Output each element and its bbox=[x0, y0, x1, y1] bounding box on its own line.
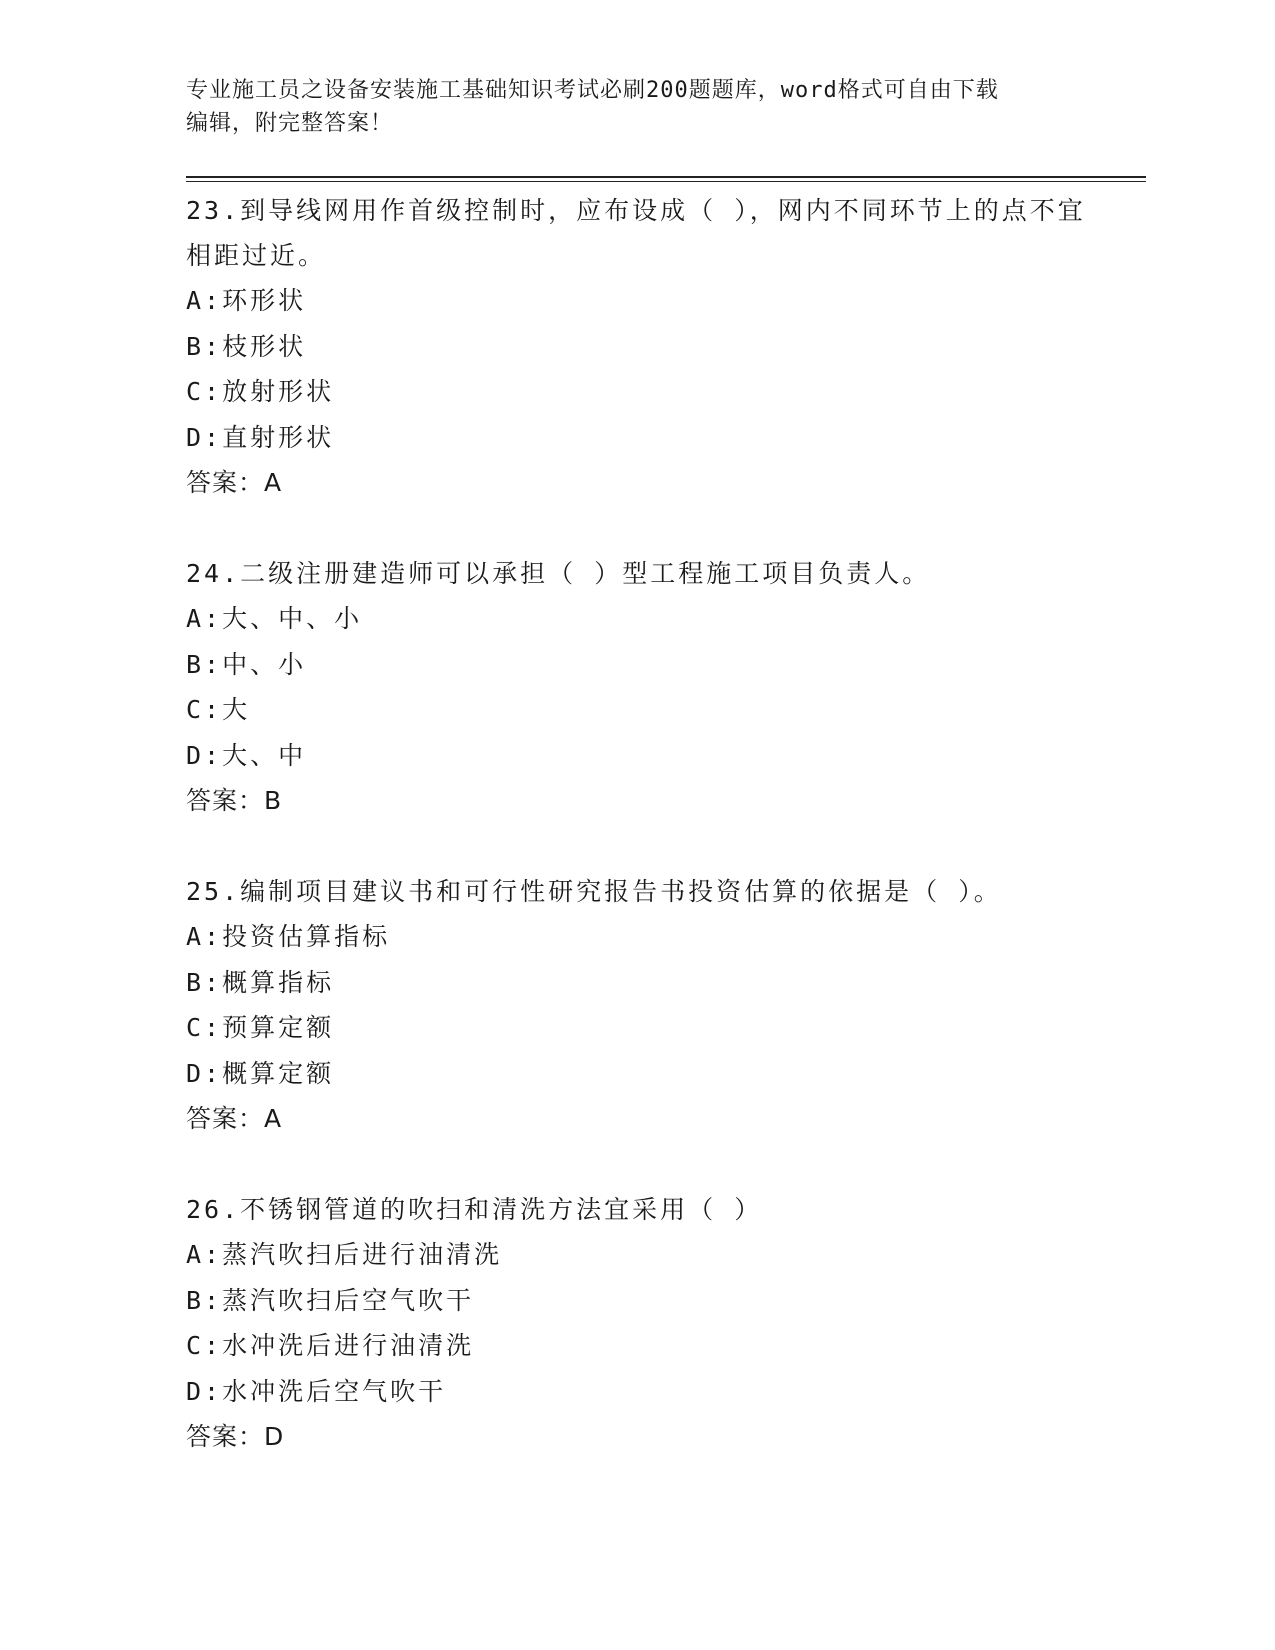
question-text: 到导线网用作首级控制时，应布设成（ ），网内不同环节上的点不宜相距过近。 bbox=[186, 196, 1086, 270]
header-title-line-1: 专业施工员之设备安装施工基础知识考试必刷200题题库，word格式可自由下载 bbox=[186, 78, 999, 103]
option-c: C:大 bbox=[186, 695, 251, 724]
option-a: A:蒸汽吹扫后进行油清洗 bbox=[186, 1240, 503, 1269]
answer: 答案：A bbox=[186, 468, 283, 497]
option-d: D:直射形状 bbox=[186, 422, 335, 452]
document-header bbox=[186, 74, 1086, 140]
answer: 答案：D bbox=[186, 1422, 285, 1451]
question-list bbox=[186, 188, 1086, 1505]
question-number: 25. bbox=[186, 877, 241, 906]
question-26 bbox=[186, 1187, 1086, 1459]
question-24 bbox=[186, 551, 1086, 823]
question-stem bbox=[186, 188, 1086, 278]
option-c: C:水冲洗后进行油清洗 bbox=[186, 1331, 475, 1360]
answer: 答案：B bbox=[186, 786, 283, 815]
option-a: A:大、中、小 bbox=[186, 604, 363, 633]
question-stem bbox=[186, 869, 1086, 914]
answer: 答案：A bbox=[186, 1104, 283, 1133]
header-title-line-2: 编辑，附完整答案！ bbox=[186, 111, 394, 136]
question-number: 23. bbox=[186, 196, 241, 225]
option-b: B:蒸汽吹扫后空气吹干 bbox=[186, 1285, 475, 1315]
option-b: B:枝形状 bbox=[186, 331, 307, 361]
question-number: 24. bbox=[186, 559, 241, 588]
option-d: D:水冲洗后空气吹干 bbox=[186, 1376, 447, 1406]
question-text: 不锈钢管道的吹扫和清洗方法宜采用（ ） bbox=[240, 1195, 763, 1224]
question-25 bbox=[186, 869, 1086, 1141]
option-c: C:预算定额 bbox=[186, 1013, 335, 1042]
question-stem bbox=[186, 1187, 1086, 1232]
option-a: A:环形状 bbox=[186, 286, 307, 315]
option-a: A:投资估算指标 bbox=[186, 922, 391, 951]
option-d: D:大、中 bbox=[186, 740, 307, 770]
question-23 bbox=[186, 188, 1086, 505]
option-d: D:概算定额 bbox=[186, 1058, 335, 1088]
header-divider-thick bbox=[186, 176, 1146, 178]
question-stem bbox=[186, 551, 1086, 596]
question-number: 26. bbox=[186, 1195, 241, 1224]
question-text: 二级注册建造师可以承担（ ）型工程施工项目负责人。 bbox=[240, 559, 931, 588]
option-c: C:放射形状 bbox=[186, 377, 335, 406]
question-text: 编制项目建议书和可行性研究报告书投资估算的依据是（ ）。 bbox=[240, 877, 1002, 906]
option-b: B:概算指标 bbox=[186, 967, 335, 997]
header-divider-thin bbox=[186, 181, 1146, 182]
option-b: B:中、小 bbox=[186, 649, 307, 679]
